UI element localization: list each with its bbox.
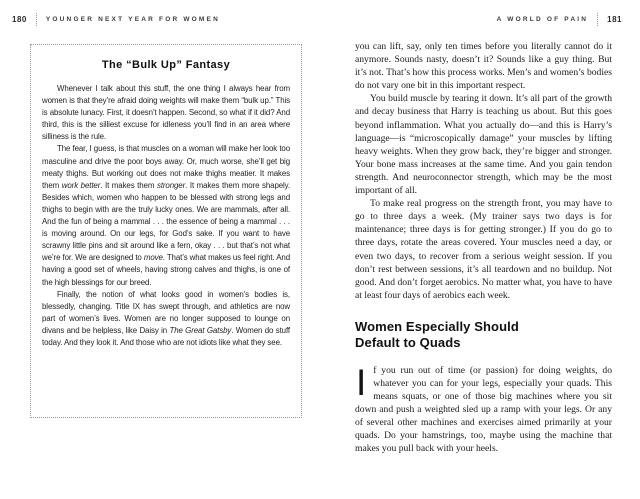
right-page-body: [355, 40, 612, 456]
body-paragraph: you can lift, say, only ten times before you literally cannot do it anymore. Sounds nasty, doesn’t it? Sounds like a guy thing. But it’s not. That’s how this process works. Men’s and women’s bodies do not vary one bit in this important respect.: [355, 41, 612, 92]
opening-paragraph-text: f you run out of time (or passion) for doing weights, do whatever you can for your legs, especially your quads. This means squats, or one of those big machines where you sit down and push a weighted sled up a ramp with your legs. Or any of several other machines and exercises aimed primarily at your quads. Do your hamstrings, too, maybe using the machine that makes you pull back with your heels.: [355, 364, 612, 455]
body-paragraph: To make real progress on the strength front, you may have to go to three days a week. (My trainer says two days is for maintenance; three days is for getting stronger.) If you do go to three days, rotate the areas covered. Your muscles need a day, or even two days, to recover from a serious weight session. If you don’t rest between sessions, it’s all teardown and no buildup. Not good. And don’t forget aerobics. No matter what, you have to have at least four days of aerobics each week.: [355, 198, 612, 301]
right-running-head: [497, 13, 622, 26]
sidebar-box: [30, 44, 302, 418]
section-heading: [355, 319, 612, 351]
sidebar-paragraph: Whenever I talk about this stuff, the one thing I always hear from women is that they’re afraid doing weights will make them “bulk up.” This is absolute lunacy. First, it doesn’t happen. Second, so what if it did? And third, this is the silliest excuse for idleness you’ll find in an area where silliness is the rule.: [42, 84, 290, 142]
section-heading-line: Default to Quads: [355, 334, 461, 350]
sidebar-paragraph: Finally, the notion of what looks good in women’s bodies is, blessedly, changing. Title IX has swept through, and athletics are now part of women’s lives. Women are no longer supposed to lounge on divans and be helpless, like Daisy in The Great Gatsby. Women do stuff today. And they look it. And those who are not idiots like what they see.: [42, 289, 290, 347]
left-page-number: 180: [12, 15, 27, 24]
left-running-head: [12, 13, 220, 26]
body-paragraph: You build muscle by tearing it down. It’s all part of the growth and decay business that Harry is teaching us about. But this goes beyond inflammation. What you actually do—and this is Harry’s language—is “microscopically damage” your muscles by lifting heavy weights. When they grow back, they’re bigger and stronger. Your bone mass increases at the same time. And you gain tendon strength. And neuroconnector strength, which may be the most important of all.: [355, 93, 612, 197]
dropcap-letter: I: [356, 361, 367, 403]
right-page-number: 181: [607, 15, 622, 24]
sidebar-paragraph: The fear, I guess, is that muscles on a woman will make her look too masculine and drive the poor boys away. Or, much worse, she’ll get big meaty thighs. But working out does not make thighs meatier. It makes them work better. It makes them stronger. It makes them more shapely. Besides which, women who happen to be blessed with strong legs and thighs to begin with are the truly lucky ones. We are mammals, after all. And the fun of being a mammal . . . the essence of being a mammal . . . is moving around. On our legs, for God’s sake. If you want to have scrawny little pins and sit around like a fern, okay . . . but that’s not what we’re for. We are designed to move. That’s what makes us feel right. And having a good set of wheels, having strong calves and thighs, is one of the high blessings for our breed.: [42, 144, 291, 287]
opening-paragraph: [355, 361, 612, 456]
header-divider: [597, 13, 598, 26]
left-running-head-title: YOUNGER NEXT YEAR FOR WOMEN: [45, 16, 220, 23]
right-running-head-title: A WORLD OF PAIN: [496, 16, 589, 23]
sidebar-title: The “Bulk Up” Fantasy: [101, 59, 231, 71]
section-heading-line: Women Especially Should: [355, 318, 519, 334]
header-divider: [36, 13, 37, 26]
